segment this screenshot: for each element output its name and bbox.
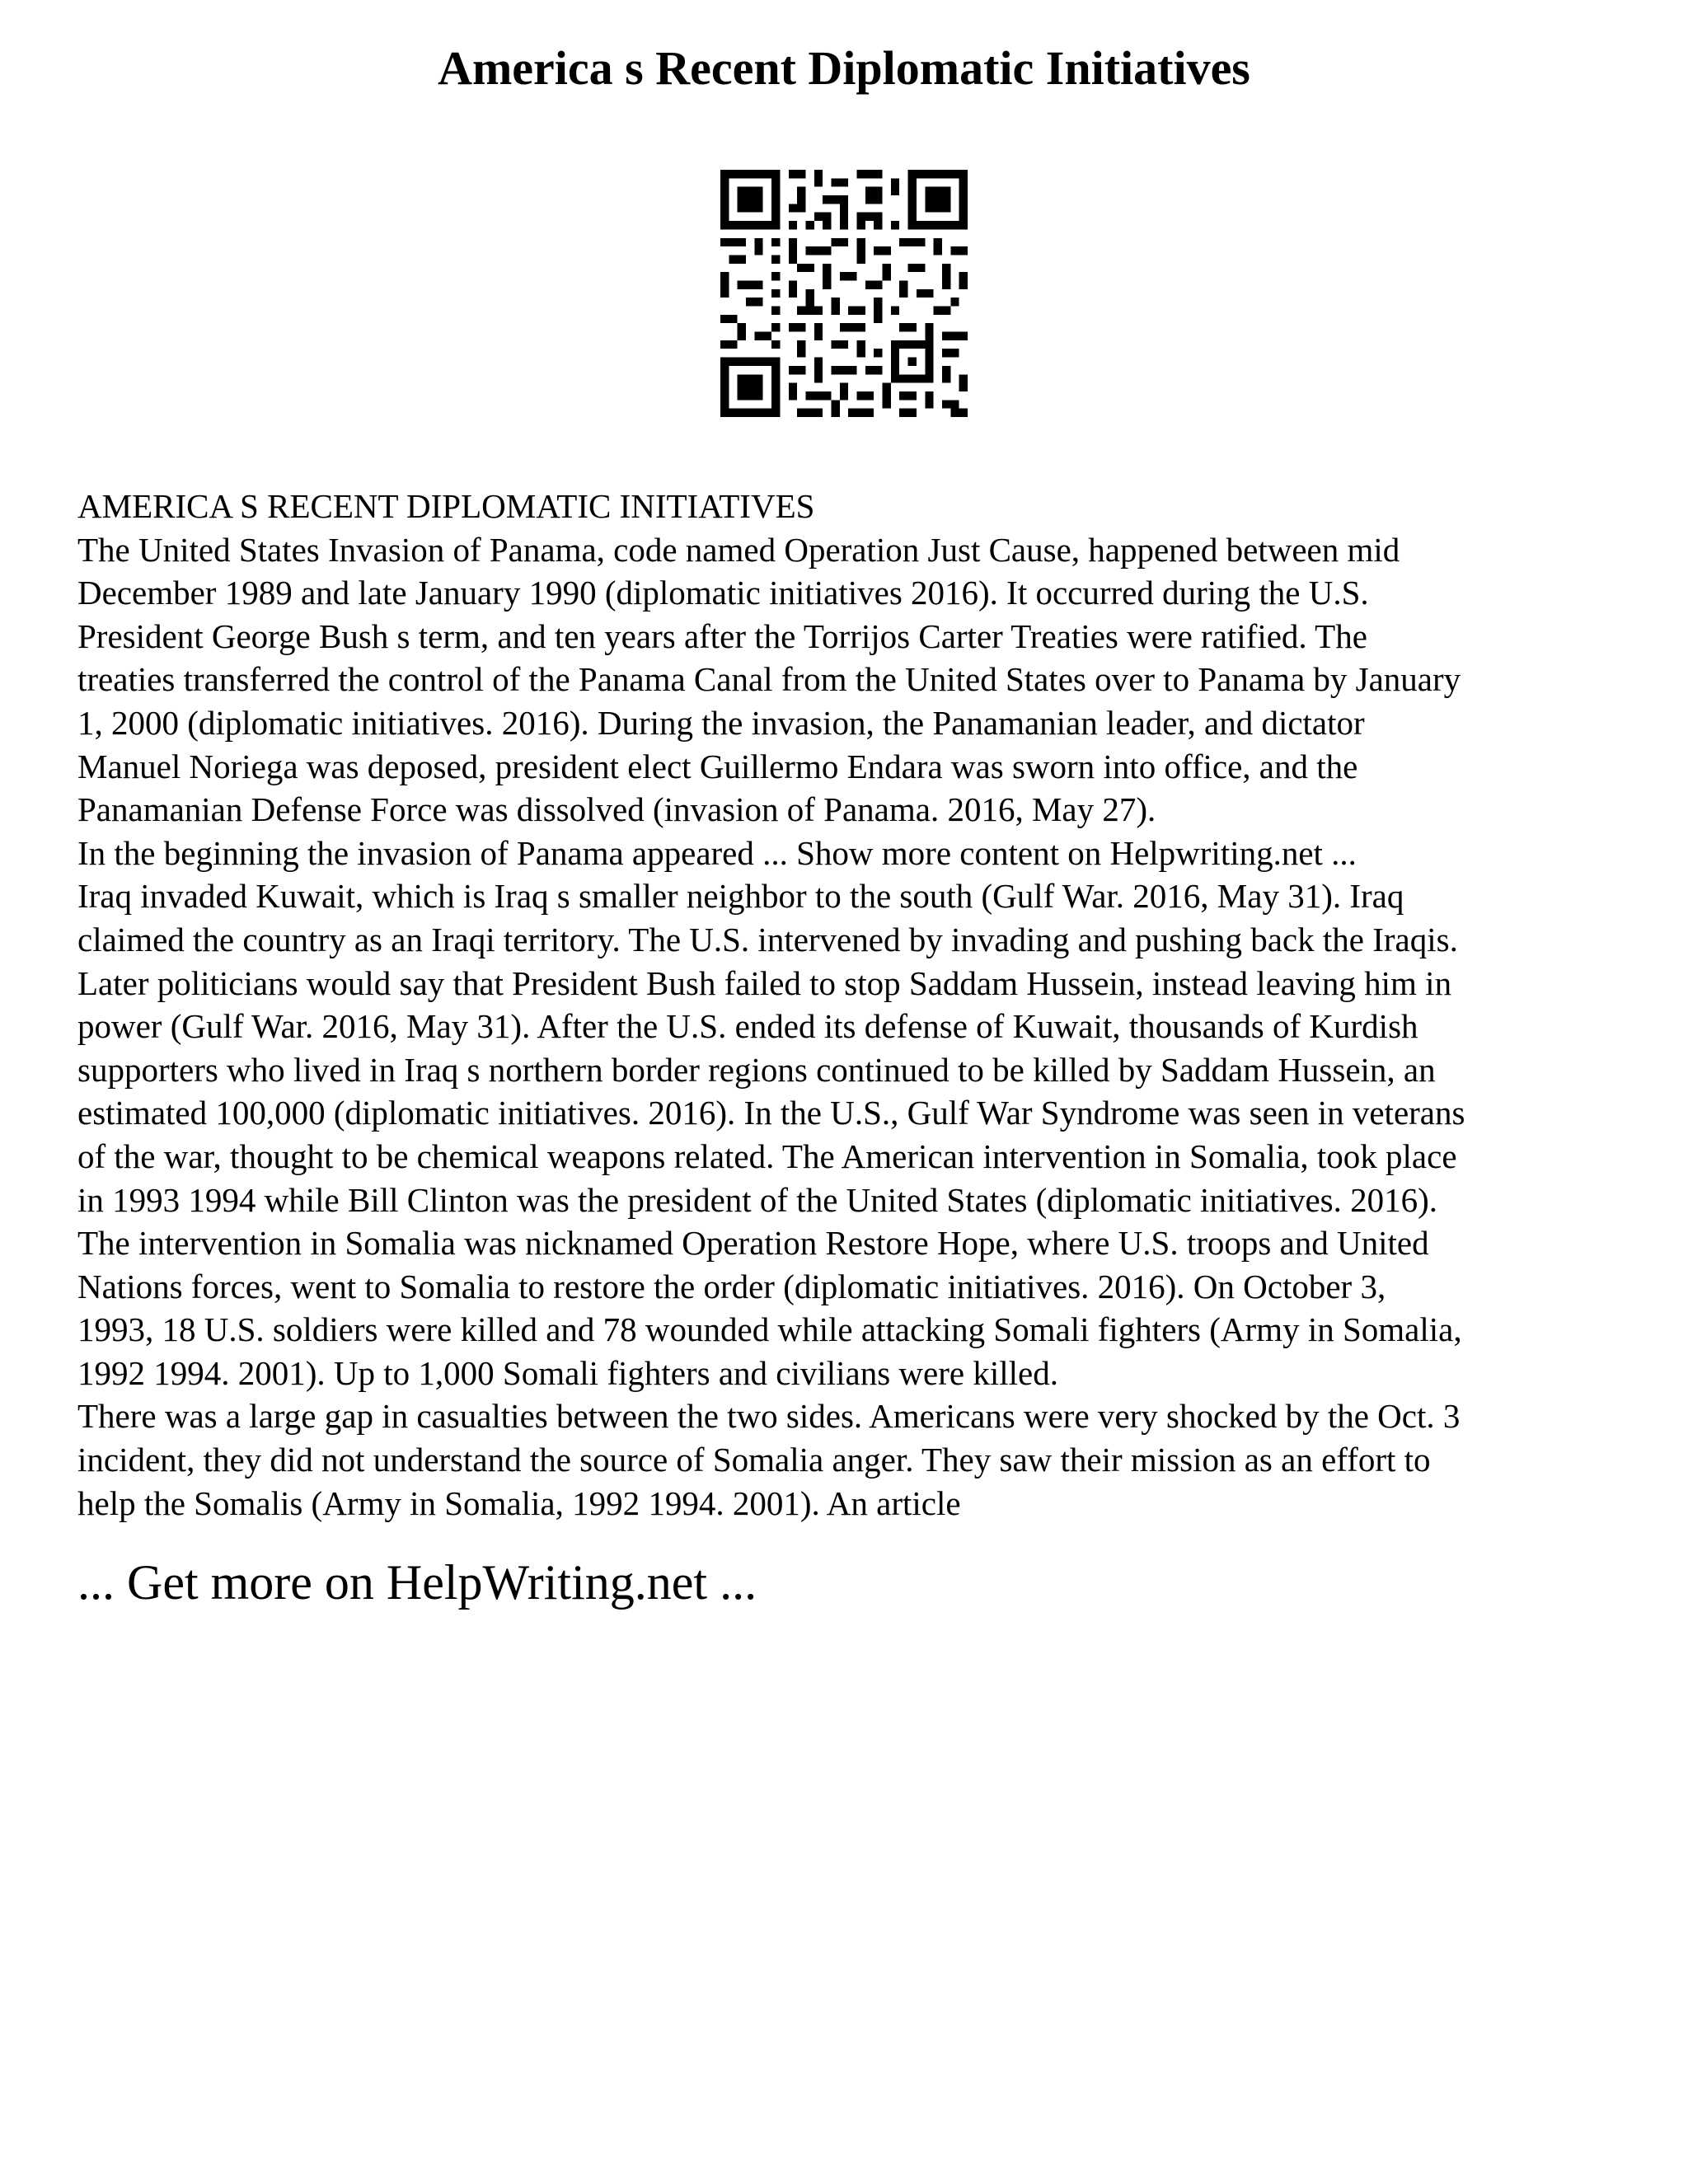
- body-line: treaties transferred the control of the Panama Canal from the United States over to Panama by January: [77, 660, 1461, 699]
- body-line: claimed the country as an Iraqi territory. The U.S. intervened by invading and pushing back the Iraqis.: [77, 920, 1458, 958]
- body-line: December 1989 and late January 1990 (diplomatic initiatives 2016). It occurred during the U.S.: [77, 574, 1369, 612]
- page-title: America s Recent Diplomatic Initiatives: [438, 41, 1250, 95]
- article-heading: AMERICA S RECENT DIPLOMATIC INITIATIVES: [77, 487, 815, 525]
- body-line: In the beginning the invasion of Panama appeared ... Show more content on Helpwriting.net ...: [77, 833, 1357, 872]
- body-line: help the Somalis (Army in Somalia, 1992 1994. 2001). An article: [77, 1483, 961, 1522]
- body-line: incident, they did not understand the source of Somalia anger. They saw their mission as an effort to: [77, 1441, 1431, 1479]
- body-line: President George Bush s term, and ten years after the Torrijos Carter Treaties were ratified. The: [77, 616, 1367, 655]
- body-line: power (Gulf War. 2016, May 31). After the U.S. ended its defense of Kuwait, thousands of Kurdish: [77, 1007, 1418, 1046]
- body-line: There was a large gap in casualties between the two sides. Americans were very shocked by the Oct. 3: [77, 1397, 1461, 1436]
- body-line: The United States Invasion of Panama, code named Operation Just Cause, happened between mid: [77, 530, 1400, 569]
- body-line: Nations forces, went to Somalia to restore the order (diplomatic initiatives. 2016). On October 3,: [77, 1267, 1386, 1305]
- body-line: estimated 100,000 (diplomatic initiatives. 2016). In the U.S., Gulf War Syndrome was seen in veterans: [77, 1094, 1465, 1132]
- body-line: The intervention in Somalia was nicknamed Operation Restore Hope, where U.S. troops and United: [77, 1224, 1429, 1263]
- body-line: 1992 1994. 2001). Up to 1,000 Somali fighters and civilians were killed.: [77, 1353, 1058, 1392]
- body-line: 1, 2000 (diplomatic initiatives. 2016). During the invasion, the Panamanian leader, and dictator: [77, 703, 1365, 742]
- body-line: Manuel Noriega was deposed, president elect Guillermo Endara was sworn into office, and the: [77, 747, 1358, 785]
- qr-code-icon: [720, 170, 968, 417]
- body-line: of the war, thought to be chemical weapons related. The American intervention in Somalia, took place: [77, 1137, 1457, 1175]
- body-line: Panamanian Defense Force was dissolved (invasion of Panama. 2016, May 27).: [77, 790, 1156, 829]
- article-body: [77, 485, 1627, 1525]
- body-line: 1993, 18 U.S. soldiers were killed and 78 wounded while attacking Somali fighters (Army in Somalia,: [77, 1310, 1462, 1349]
- body-line: in 1993 1994 while Bill Clinton was the president of the United States (diplomatic initiatives. 2016).: [77, 1180, 1438, 1219]
- body-line: Later politicians would say that President Bush failed to stop Saddam Hussein, instead leaving him in: [77, 963, 1452, 1002]
- body-line: Iraq invaded Kuwait, which is Iraq s smaller neighbor to the south (Gulf War. 2016, May 31). Iraq: [77, 877, 1404, 916]
- body-line: supporters who lived in Iraq s northern border regions continued to be killed by Saddam Hussein, an: [77, 1050, 1436, 1089]
- get-more-link[interactable]: ... Get more on HelpWriting.net ...: [77, 1555, 757, 1610]
